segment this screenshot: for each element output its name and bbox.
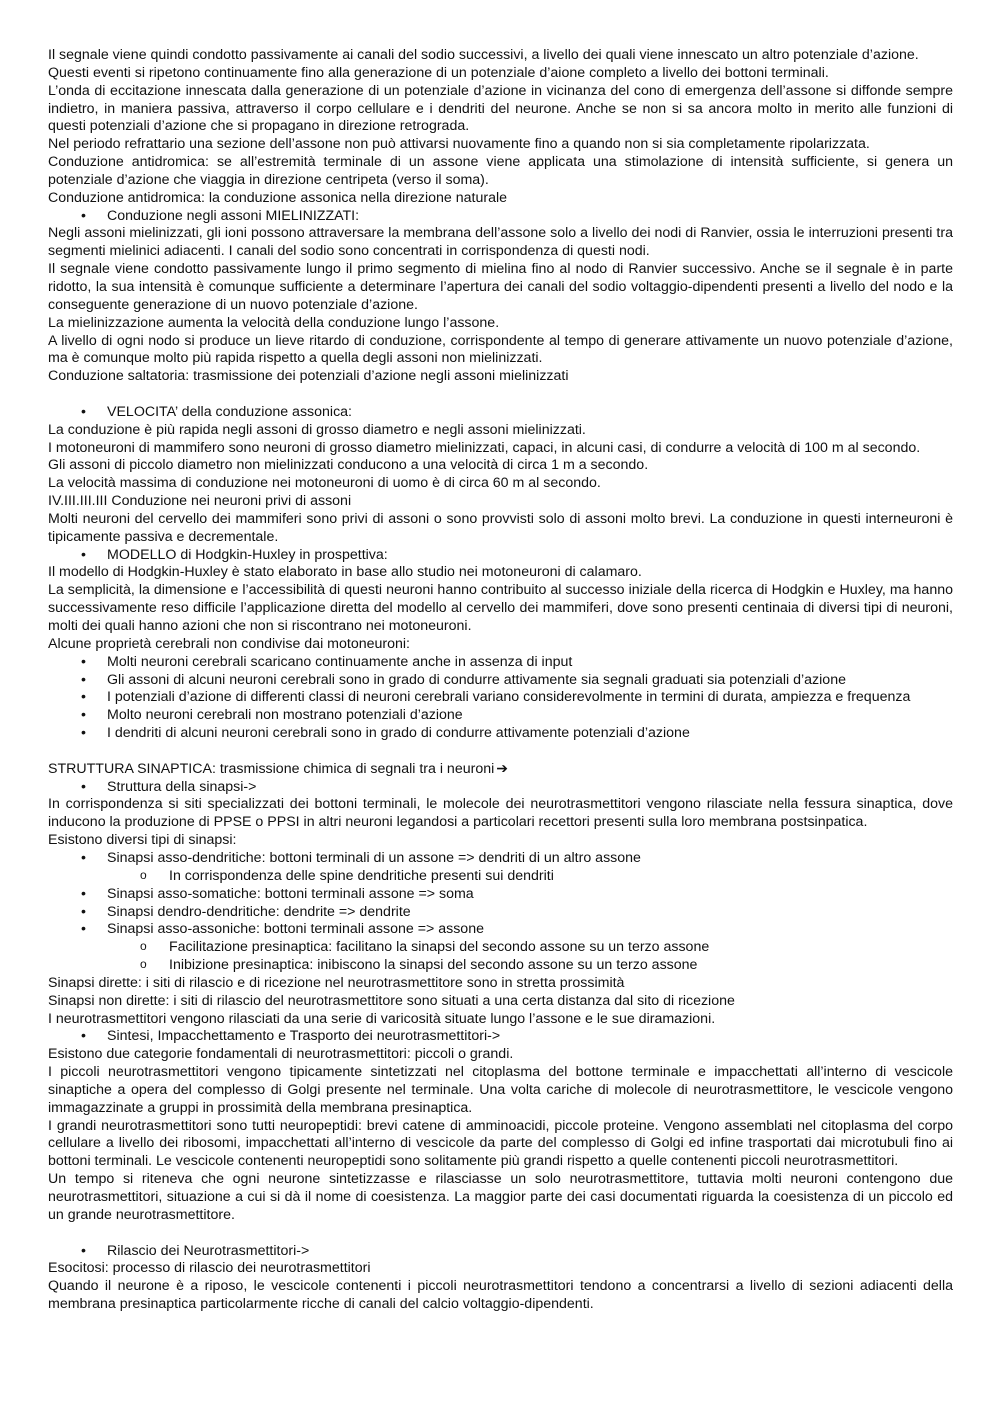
text: Un tempo si riteneva che ogni neurone sintetizzasse e rilasciasse un solo neurotrasmettitore, tuttavia molti neuroni contengono due neurotrasmettitori, situazione a cui si dà il nome di coesistenza. La maggior parte dei casi documentati riguarda la coesistenza di un piccolo ed un grande neurotrasmettitore. <box>48 1171 953 1223</box>
text: Esocitosi: processo di rilascio dei neurotrasmettitori <box>48 1260 371 1277</box>
text: IV.III.III.III Conduzione nei neuroni privi di assoni <box>48 493 352 510</box>
text: Molti neuroni cerebrali scaricano continuamente anche in assenza di input <box>107 653 573 670</box>
paragraph <box>48 1118 953 1172</box>
bullet-item <box>48 779 953 797</box>
text: Struttura della sinapsi-> <box>107 778 257 795</box>
paragraph <box>48 457 953 475</box>
paragraph <box>48 190 953 208</box>
text: Sinapsi asso-dendritiche: bottoni terminali di un assone => dendriti di un altro assone <box>107 849 641 866</box>
bullet-item <box>48 707 953 725</box>
text: Nel periodo refrattario una sezione dell’assone non può attivarsi nuovamente fino a quando non si sia completamente ripolarizzata. <box>48 136 870 153</box>
text: Sinapsi asso-assoniche: bottoni terminali assone => assone <box>107 921 484 938</box>
paragraph <box>48 83 953 137</box>
text: Conduzione antidromica: se all’estremità terminale di un assone viene applicata una stimolazione di intensità sufficiente, si genera un potenziale d’azione che viaggia in direzione centripeta (verso il soma). <box>48 154 953 188</box>
text: I neurotrasmettitori vengono rilasciati da una serie di varicosità situate lungo l’assone e le sue diramazioni. <box>48 1010 716 1027</box>
text: I piccoli neurotrasmettitori vengono tipicamente sintetizzati nel citoplasma del bottone terminale e impacchettati all’interno di vescicole sinaptiche a opera del complesso di Golgi presente nel terminale. Una volta cariche di molecole di neurotrasmettitore, le vescicole vengono immagazzinate a gruppi in prossimità della membrana presinaptica. <box>48 1064 953 1116</box>
text: Il segnale viene condotto passivamente lungo il primo segmento di mielina fino al nodo di Ranvier successivo. Anche se il segnale è in parte ridotto, la sua intensità è comunque sufficiente a determinare l’apertura dei canali del sodio voltaggio-dipendenti presenti a livello del nodo e la conseguente generazione di un nuovo potenziale d’azione. <box>48 261 953 313</box>
text: Gli assoni di alcuni neuroni cerebrali sono in grado di condurre attivamente sia segnali graduati sia potenziali d’azione <box>107 671 846 688</box>
paragraph <box>48 761 953 779</box>
sub-bullet-item <box>48 939 953 957</box>
paragraph <box>48 65 953 83</box>
bullet-item <box>48 654 953 672</box>
bullet-item <box>48 886 953 904</box>
paragraph <box>48 422 953 440</box>
paragraph <box>48 1171 953 1225</box>
paragraph <box>48 1260 953 1278</box>
text: Molto neuroni cerebrali non mostrano potenziali d’azione <box>107 707 463 724</box>
paragraph <box>48 832 953 850</box>
text: Sinapsi dendro-dendritiche: dendrite => dendrite <box>107 903 411 920</box>
paragraph <box>48 796 953 832</box>
paragraph <box>48 368 953 386</box>
blank-line <box>48 743 953 761</box>
text: I potenziali d’azione di differenti classi di neuroni cerebrali variano considerevolmente in termini di durata, ampiezza e frequenza <box>107 689 911 706</box>
paragraph <box>48 511 953 547</box>
bullet-item <box>48 1028 953 1046</box>
sub-bullet-item <box>48 957 953 975</box>
paragraph <box>48 1011 953 1029</box>
text: Conduzione antidromica: la conduzione assonica nella direzione naturale <box>48 189 508 206</box>
bullet-item <box>48 672 953 690</box>
text: I motoneuroni di mammifero sono neuroni di grosso diametro mielinizzati, capaci, in alcuni casi, di condurre a velocità di 100 m al secondo. <box>48 439 921 456</box>
paragraph <box>48 993 953 1011</box>
text: Gli assoni di piccolo diametro non mielinizzati conducono a una velocità di circa 1 m a secondo. <box>48 457 649 474</box>
paragraph <box>48 975 953 993</box>
text: VELOCITA’ della conduzione assonica: <box>107 403 352 420</box>
text: I grandi neurotrasmettitori sono tutti neuropeptidi: brevi catene di amminoacidi, piccole proteine. Vengono assemblati nel citoplasma del corpo cellulare a livello dei ribosomi, impacchettati all’interno di vescicole da parte del complesso di Golgi ed infine trasportati dai microtubuli fino ai bottoni terminali. Le vescicole contenenti neuropeptidi sono solitamente più grandi rispetto a quelle contenenti piccoli neurotrasmettitori. <box>48 1117 953 1170</box>
document-page <box>48 47 953 1314</box>
text: Sintesi, Impacchettamento e Trasporto dei neurotrasmettitori-> <box>107 1028 501 1045</box>
text: Conduzione negli assoni MIELINIZZATI: <box>107 207 360 224</box>
text: La conduzione è più rapida negli assoni di grosso diametro e negli assoni mielinizzati. <box>48 421 586 438</box>
paragraph <box>48 136 953 154</box>
text: I dendriti di alcuni neuroni cerebrali sono in grado di condurre attivamente potenziali d’azione <box>107 725 690 742</box>
text: La mielinizzazione aumenta la velocità della conduzione lungo l’assone. <box>48 314 500 331</box>
text: L’onda di eccitazione innescata dalla generazione di un potenziale d’azione in vicinanza del cono di emergenza dell’assone si diffonde sempre indietro, in maniera passiva, attraverso il corpo cellulare e i dendriti del neurone. Anche se non si sa ancora molto in merito alle funzioni di questi potenziali d’azione che si propagano in direzione retrograda. <box>48 82 953 135</box>
paragraph <box>48 154 953 190</box>
paragraph <box>48 1278 953 1314</box>
text: Sinapsi asso-somatiche: bottoni terminali assone => soma <box>107 885 474 902</box>
arrow-right-icon: ➔ <box>496 760 509 777</box>
text: Rilascio dei Neurotrasmettitori-> <box>107 1242 310 1259</box>
paragraph <box>48 47 953 65</box>
text: Esistono due categorie fondamentali di neurotrasmettitori: piccoli o grandi. <box>48 1046 514 1063</box>
text: La velocità massima di conduzione nei motoneuroni di uomo è di circa 60 m al secondo. <box>48 475 601 492</box>
text: Inibizione presinaptica: inibiscono la sinapsi del secondo assone su un terzo assone <box>169 957 698 974</box>
text: In corrispondenza si siti specializzati dei bottoni terminali, le molecole dei neurotrasmettitori vengono rilasciate nella fessura sinaptica, dove inducono la produzione di PPSE o PPSI in altri neuroni legandosi a particolari recettori presenti sulla loro membrana postsinpatica. <box>48 796 953 831</box>
text: Conduzione saltatoria: trasmissione dei potenziali d’azione negli assoni mielinizzati <box>48 368 569 385</box>
paragraph <box>48 1046 953 1064</box>
paragraph <box>48 636 953 654</box>
text: La semplicità, la dimensione e l’accessibilità di questi neuroni hanno contribuito al successo iniziale della ricerca di Hodgkin e Huxley, ma hanno successivamente reso difficile l’applicazione diretta del modello al cervello dei mammiferi, dove sono presenti centinaia di diversi tipi di neuroni, molti dei quali hanno azioni che non si riscontrano nei motoneuroni. <box>48 582 953 634</box>
paragraph <box>48 261 953 315</box>
text: MODELLO di Hodgkin-Huxley in prospettiva: <box>107 546 388 563</box>
text: Molti neuroni del cervello dei mammiferi sono privi di assoni o sono provvisti solo di assoni molto brevi. La conduzione in questi interneuroni è tipicamente passiva e decrementale. <box>48 510 953 545</box>
text: Questi eventi si ripetono continuamente fino alla generazione di un potenziale d’aione completo a livello dei bottoni terminali. <box>48 64 829 81</box>
paragraph <box>48 493 953 511</box>
paragraph <box>48 564 953 582</box>
bullet-item <box>48 1243 953 1261</box>
text: STRUTTURA SINAPTICA: trasmissione chimica di segnali tra i neuroni <box>48 760 495 777</box>
text: Facilitazione presinaptica: facilitano la sinapsi del secondo assone su un terzo assone <box>169 939 710 956</box>
paragraph <box>48 475 953 493</box>
text: Negli assoni mielinizzati, gli ioni possono attraversare la membrana dell’assone solo a livello dei nodi di Ranvier, ossia le interruzioni presenti tra segmenti mielinici adiacenti. I canali del sodio sono concentrati in corrispondenza di questi nodi. <box>48 225 953 260</box>
text: Il segnale viene quindi condotto passivamente ai canali del sodio successivi, a livello dei quali viene innescato un altro potenziale d’azione. <box>48 47 919 63</box>
text: Alcune proprietà cerebrali non condivise dai motoneuroni: <box>48 635 410 652</box>
bullet-item <box>48 547 953 565</box>
text: Quando il neurone è a riposo, le vescicole contenenti i piccoli neurotrasmettitori tendono a concentrarsi a livello di sezioni adiacenti della membrana presinaptica particolarmente ricche di canali del calcio voltaggio-dipendenti. <box>48 1278 953 1313</box>
text: Esistono diversi tipi di sinapsi: <box>48 832 237 849</box>
bullet-item <box>48 404 953 422</box>
text: A livello di ogni nodo si produce un lieve ritardo di conduzione, corrispondente al tempo di generare attivamente un nuovo potenziale d’azione, ma è comunque molto più rapida rispetto a quella degli assoni non mielinizzati. <box>48 332 953 367</box>
paragraph <box>48 225 953 261</box>
bullet-item <box>48 904 953 922</box>
text: Il modello di Hodgkin-Huxley è stato elaborato in base allo studio nei motoneuroni di calamaro. <box>48 564 642 581</box>
text: In corrispondenza delle spine dendritiche presenti sui dendriti <box>169 867 554 884</box>
bullet-item <box>48 921 953 939</box>
text: Sinapsi dirette: i siti di rilascio e di ricezione nel neurotrasmettitore sono in stretta prossimità <box>48 974 625 991</box>
paragraph <box>48 315 953 333</box>
blank-line <box>48 386 953 404</box>
bullet-item <box>48 725 953 743</box>
sub-bullet-item <box>48 868 953 886</box>
blank-line <box>48 1225 953 1243</box>
bullet-item <box>48 208 953 226</box>
paragraph <box>48 1064 953 1118</box>
bullet-item <box>48 689 953 707</box>
paragraph <box>48 333 953 369</box>
text: Sinapsi non dirette: i siti di rilascio del neurotrasmettitore sono situati a una certa distanza dal sito di ricezione <box>48 992 735 1009</box>
bullet-item <box>48 850 953 868</box>
paragraph <box>48 440 953 458</box>
paragraph <box>48 582 953 636</box>
